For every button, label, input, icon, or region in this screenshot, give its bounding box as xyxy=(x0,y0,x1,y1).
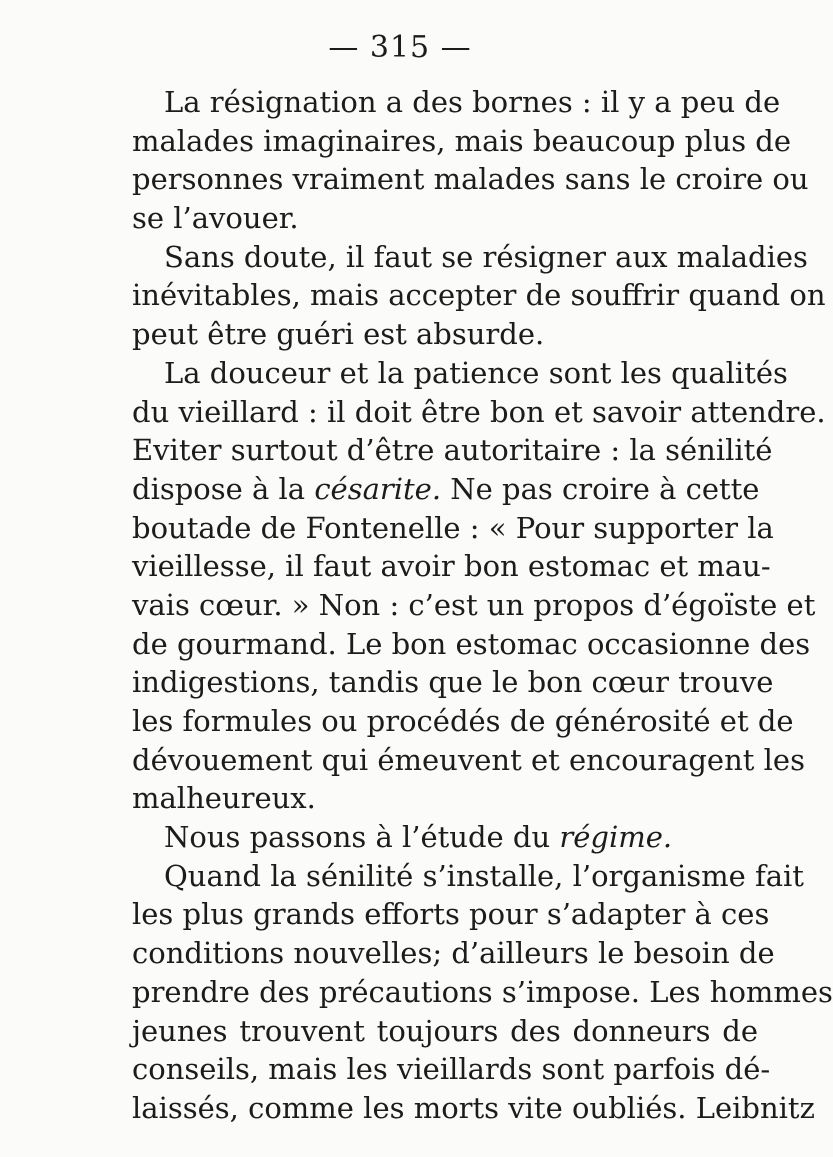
text-segment: dispose à la xyxy=(132,471,306,506)
page-number: — 315 — xyxy=(328,30,472,65)
text-line: dévouement qui émeuvent et encouragent les xyxy=(132,742,805,777)
text-line: inévitables, mais accepter de souffrir quand on xyxy=(132,278,826,313)
text-line: Sans doute, il faut se résigner aux maladies xyxy=(164,239,808,274)
body-text xyxy=(132,83,833,1128)
text-line: vais cœur. » Non : c’est un propos d’égoïste et xyxy=(132,587,816,622)
text-line: Quand la sénilité s’installe, l’organisme fait xyxy=(164,858,804,893)
emphasized-term: césarite. xyxy=(314,471,442,506)
text-line: prendre des précautions s’impose. Les hommes xyxy=(132,974,833,1009)
text-line: vieillesse, il faut avoir bon estomac et mau- xyxy=(132,549,771,584)
text-line: se l’avouer. xyxy=(132,201,299,236)
text-line: La douceur et la patience sont les qualités xyxy=(164,355,788,390)
text-line xyxy=(132,470,758,509)
text-line: indigestions, tandis que le bon cœur trouve xyxy=(132,665,774,700)
text-line xyxy=(132,818,758,857)
text-line: boutade de Fontenelle : « Pour supporter la xyxy=(132,510,774,545)
emphasized-term: régime. xyxy=(559,820,673,855)
text-line: personnes vraiment malades sans le croire ou xyxy=(132,162,809,197)
text-line: conditions nouvelles; d’ailleurs le besoin de xyxy=(132,936,775,971)
text-segment: Ne pas croire à cette xyxy=(450,471,760,506)
text-line: laissés, comme les morts vite oubliés. Leibnitz xyxy=(132,1090,815,1125)
text-line: les plus grands efforts pour s’adapter à ces xyxy=(132,897,770,932)
text-segment: Nous passons à l’étude du xyxy=(164,820,551,855)
text-line: jeunes trouvent toujours des donneurs de xyxy=(132,1013,758,1048)
text-line: Eviter surtout d’être autoritaire : la sénilité xyxy=(132,433,773,468)
text-line: malades imaginaires, mais beaucoup plus de xyxy=(132,123,792,158)
text-line: peut être guéri est absurde. xyxy=(132,317,545,352)
text-line: conseils, mais les vieillards sont parfois dé- xyxy=(132,1052,771,1087)
text-line: La résignation a des bornes : il y a peu de xyxy=(164,85,781,119)
text-line: de gourmand. Le bon estomac occasionne des xyxy=(132,626,811,661)
text-line: les formules ou procédés de générosité et de xyxy=(132,704,794,738)
text-line: du vieillard : il doit être bon et savoir attendre. xyxy=(132,394,826,429)
text-line: malheureux. xyxy=(132,781,316,816)
